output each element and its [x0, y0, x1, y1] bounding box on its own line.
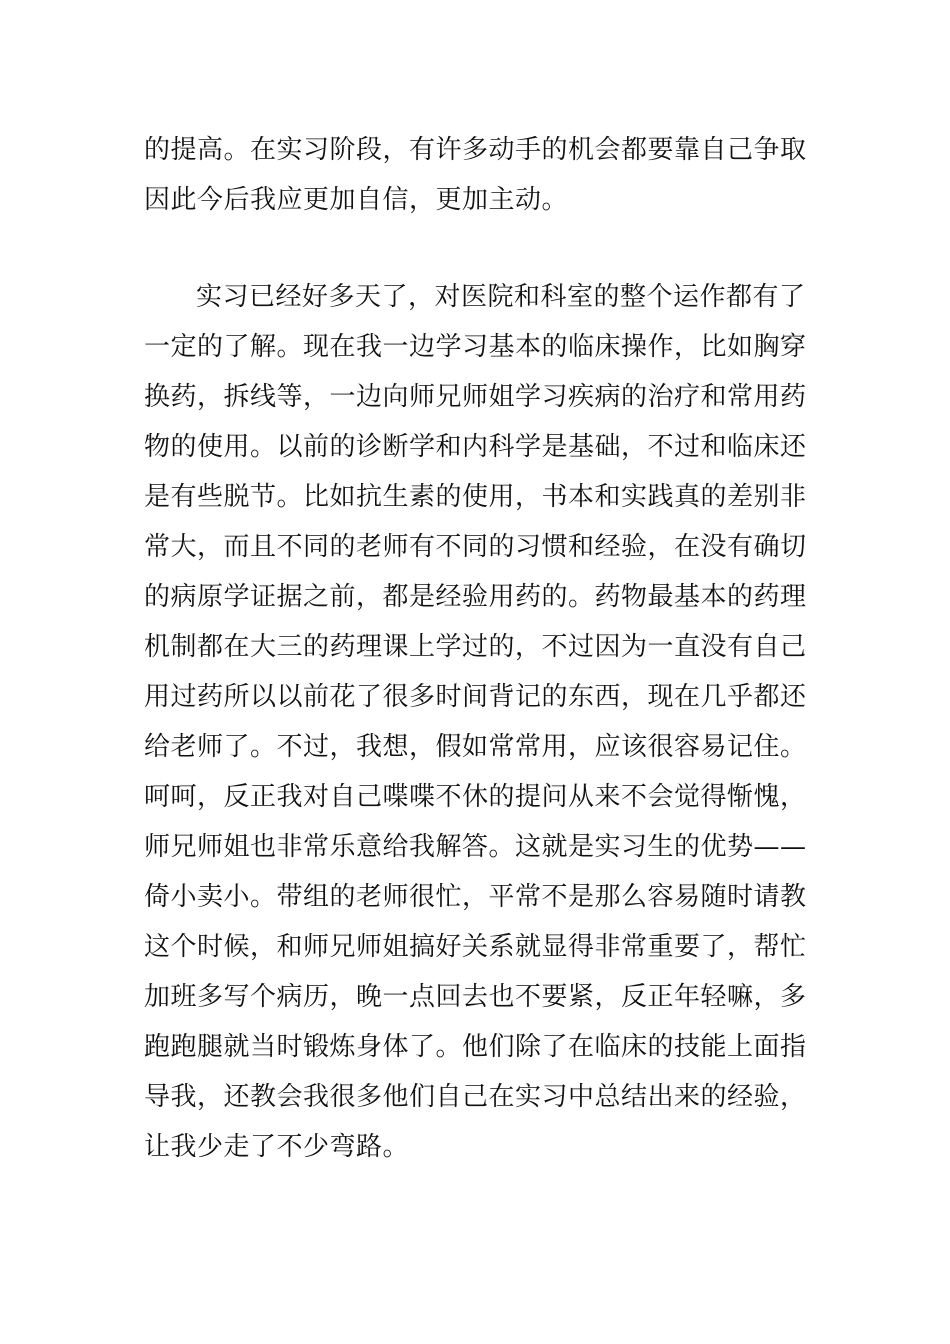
- text-line: 跑跑腿就当时锻炼身体了。他们除了在临床的技能上面指: [144, 1032, 807, 1062]
- text-line: 师兄师姐也非常乐意给我解答。这就是实习生的优势——: [144, 832, 807, 862]
- text-line: 一定的了解。现在我一边学习基本的临床操作，比如胸穿: [144, 332, 807, 362]
- text-line: 这个时候，和师兄师姐搞好关系就显得非常重要了，帮忙: [144, 932, 807, 962]
- text-line: 换药，拆线等，一边向师兄师姐学习疾病的治疗和常用药: [144, 382, 807, 412]
- text-line: 倚小卖小。带组的老师很忙，平常不是那么容易随时请教: [144, 882, 807, 912]
- text-line: 物的使用。以前的诊断学和内科学是基础，不过和临床还: [144, 432, 807, 462]
- text-line: 导我，还教会我很多他们自己在实习中总结出来的经验，: [144, 1082, 807, 1112]
- text-line: 给老师了。不过，我想，假如常常用，应该很容易记住。: [144, 732, 807, 762]
- text-line: 因此今后我应更加自信，更加主动。: [144, 185, 569, 215]
- text-line: 的提高。在实习阶段，有许多动手的机会都要靠自己争取: [144, 135, 807, 165]
- text-line: 机制都在大三的药理课上学过的，不过因为一直没有自己: [144, 632, 807, 662]
- text-line: 的病原学证据之前，都是经验用药的。药物最基本的药理: [144, 582, 807, 612]
- text-line: 让我少走了不少弯路。: [144, 1132, 410, 1162]
- text-line: 常大，而且不同的老师有不同的习惯和经验，在没有确切: [144, 532, 807, 562]
- text-line: 加班多写个病历，晚一点回去也不要紧，反正年轻嘛，多: [144, 982, 807, 1012]
- text-line: 是有些脱节。比如抗生素的使用，书本和实践真的差别非: [144, 482, 807, 512]
- text-line: 用过药所以以前花了很多时间背记的东西，现在几乎都还: [144, 682, 807, 712]
- paragraph-first-line: 实习已经好多天了，对医院和科室的整个运作都有了: [196, 282, 806, 312]
- text-line: 呵呵，反正我对自己喋喋不休的提问从来不会觉得惭愧，: [144, 782, 807, 812]
